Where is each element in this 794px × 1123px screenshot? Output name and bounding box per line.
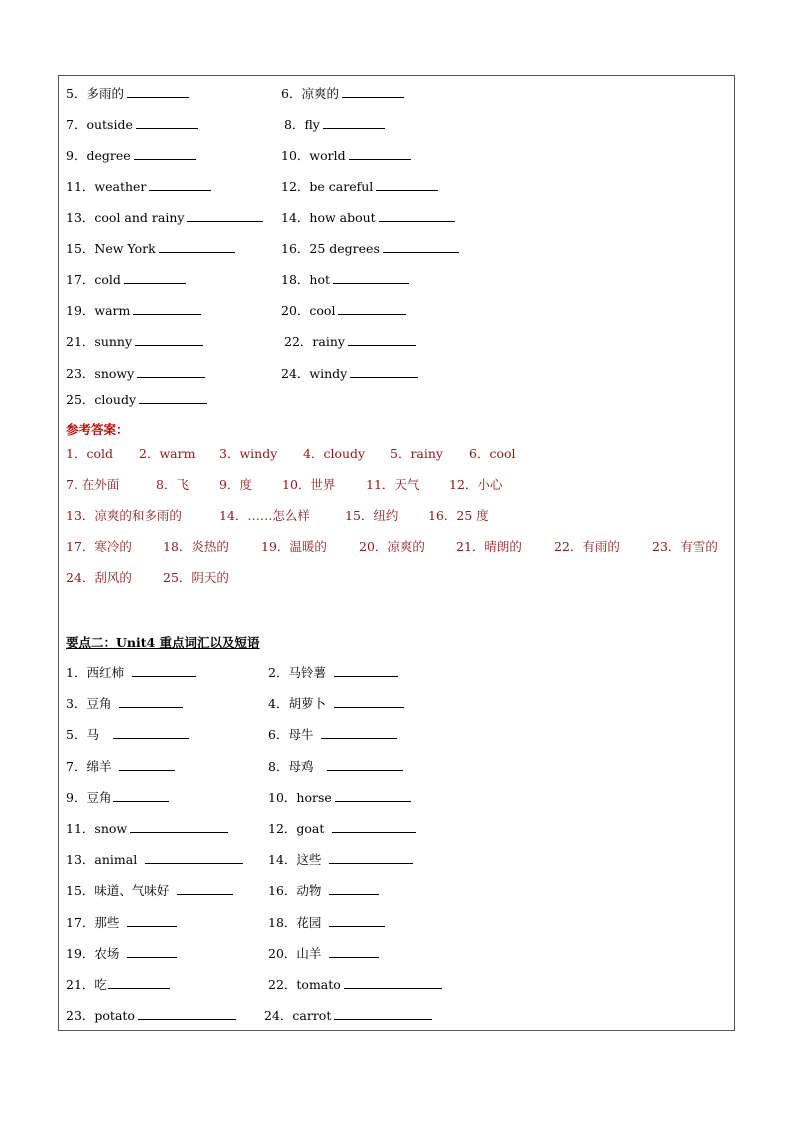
answer-blank[interactable] [187, 209, 263, 222]
item-label: 10．world [281, 148, 346, 163]
answer-24: 24．刮风的 [66, 570, 132, 585]
answer-blank[interactable] [159, 240, 235, 253]
answer-blank[interactable] [108, 976, 170, 989]
answer-blank[interactable] [135, 333, 203, 346]
answer-blank[interactable] [329, 851, 413, 864]
item-label: 17．cold [66, 272, 121, 287]
answer-blank[interactable] [334, 695, 404, 708]
item-11 [66, 178, 211, 195]
answer-18: 18．炎热的 [163, 539, 229, 554]
s2-item-18 [268, 914, 385, 931]
item-label: 12．goat [268, 821, 325, 836]
s2-item-22 [268, 976, 442, 993]
item-label: 18．花园 [268, 915, 322, 930]
item-label: 6．凉爽的 [281, 86, 339, 101]
item-14 [281, 209, 455, 226]
answer-6: 6．cool [469, 446, 516, 461]
answer-blank[interactable] [124, 271, 186, 284]
item-10 [281, 147, 411, 164]
item-label: 20．cool [281, 303, 336, 318]
item-label: 8．fly [284, 117, 320, 132]
s2-item-10 [268, 789, 411, 806]
item-6 [281, 85, 404, 102]
item-5 [66, 85, 189, 102]
item-label: 15．味道、气味好 [66, 883, 170, 898]
answer-16: 16．25 度 [428, 508, 489, 523]
answer-20: 20．凉爽的 [359, 539, 425, 554]
item-label: 21．sunny [66, 334, 133, 349]
item-label: 13．animal [66, 852, 138, 867]
answer-blank[interactable] [145, 851, 243, 864]
item-label: 7．绵羊 [66, 759, 112, 774]
answer-blank[interactable] [133, 302, 201, 315]
item-18 [281, 271, 409, 288]
item-8 [284, 116, 385, 133]
answer-22: 22．有雨的 [554, 539, 620, 554]
answer-4: 4．cloudy [303, 446, 366, 461]
answer-12: 12．小心 [449, 477, 503, 492]
answer-17: 17．寒冷的 [66, 539, 132, 554]
item-24 [281, 365, 418, 382]
item-label: 6．母牛 [268, 727, 314, 742]
answer-blank[interactable] [350, 365, 418, 378]
s2-item-1 [66, 664, 196, 681]
item-12 [281, 178, 438, 195]
s2-item-11 [66, 820, 228, 837]
item-label: 11．snow [66, 821, 128, 836]
s2-item-15 [66, 882, 233, 899]
s2-item-4 [268, 695, 404, 712]
answer-3: 3．windy [219, 446, 278, 461]
answer-19: 19．温暖的 [261, 539, 327, 554]
s2-item-9 [66, 789, 169, 806]
item-17 [66, 271, 186, 288]
answer-blank[interactable] [338, 302, 406, 315]
answer-blank[interactable] [138, 1007, 236, 1020]
answer-blank[interactable] [137, 365, 205, 378]
item-label: 9．degree [66, 148, 131, 163]
item-label: 7．outside [66, 117, 133, 132]
answer-14: 14．……怎么样 [219, 508, 310, 523]
item-label: 23．snowy [66, 366, 135, 381]
item-label: 24．windy [281, 366, 348, 381]
answer-blank[interactable] [113, 726, 189, 739]
item-label: 4．胡萝卜 [268, 696, 326, 711]
answer-blank[interactable] [327, 758, 403, 771]
answer-blank[interactable] [376, 178, 438, 191]
answer-blank[interactable] [134, 147, 196, 160]
answer-21: 21．晴朗的 [456, 539, 522, 554]
item-label: 14．how about [281, 210, 376, 225]
item-label: 22．rainy [284, 334, 345, 349]
answer-blank[interactable] [333, 271, 409, 284]
answers-heading: 参考答案： [66, 422, 129, 437]
s2-item-6 [268, 726, 397, 743]
item-13 [66, 209, 263, 226]
answer-blank[interactable] [119, 695, 183, 708]
item-label: 21．吃 [66, 977, 107, 992]
item-label: 16．25 degrees [281, 241, 380, 256]
item-20 [281, 302, 406, 319]
item-label: 19．农场 [66, 946, 120, 961]
answer-blank[interactable] [342, 85, 404, 98]
answer-blank[interactable] [321, 726, 397, 739]
item-label: 12．be careful [281, 179, 374, 194]
answer-blank[interactable] [334, 664, 398, 677]
item-label: 24．carrot [264, 1008, 332, 1023]
answer-blank[interactable] [329, 945, 379, 958]
item-label: 8．母鸡 [268, 759, 314, 774]
item-19 [66, 302, 201, 319]
item-label: 23．potato [66, 1008, 135, 1023]
s2-item-19 [66, 945, 177, 962]
item-label: 1．西红柿 [66, 665, 124, 680]
item-label: 19．warm [66, 303, 131, 318]
s2-item-8 [268, 758, 403, 775]
answer-blank[interactable] [177, 882, 233, 895]
s2-item-14 [268, 851, 413, 868]
answer-blank[interactable] [344, 976, 442, 989]
item-label: 11．weather [66, 179, 147, 194]
answer-15: 15．纽约 [345, 508, 399, 523]
s2-item-23 [66, 1007, 236, 1024]
item-15 [66, 240, 235, 257]
s2-item-5 [66, 726, 189, 743]
s2-item-21 [66, 976, 170, 993]
answer-25: 25．阴天的 [163, 570, 229, 585]
answer-blank[interactable] [383, 240, 459, 253]
answer-13: 13．凉爽的和多雨的 [66, 508, 182, 523]
item-label: 22．tomato [268, 977, 341, 992]
answer-blank[interactable] [323, 116, 385, 129]
s2-item-13 [66, 851, 243, 868]
item-label: 25．cloudy [66, 392, 137, 407]
answer-blank[interactable] [130, 820, 228, 833]
section2-heading: 要点二：Unit4 重点词汇以及短语 [66, 635, 260, 650]
item-16 [281, 240, 459, 257]
answer-blank[interactable] [127, 914, 177, 927]
answer-blank[interactable] [149, 178, 211, 191]
item-label: 9．豆角 [66, 790, 112, 805]
item-22 [284, 333, 416, 350]
item-label: 17．那些 [66, 915, 120, 930]
item-label: 5．多雨的 [66, 86, 124, 101]
answer-blank[interactable] [379, 209, 455, 222]
item-label: 3．豆角 [66, 696, 112, 711]
answer-blank[interactable] [127, 945, 177, 958]
answer-blank[interactable] [132, 664, 196, 677]
answer-9: 9．度 [219, 477, 252, 492]
item-label: 13．cool and rainy [66, 210, 185, 225]
answer-blank[interactable] [127, 85, 189, 98]
s2-item-16 [268, 882, 379, 899]
item-label: 15．New York [66, 241, 156, 256]
s2-item-24 [264, 1007, 432, 1024]
answer-blank[interactable] [113, 789, 169, 802]
s2-item-7 [66, 758, 175, 775]
answer-blank[interactable] [335, 789, 411, 802]
item-7 [66, 116, 198, 133]
s2-item-3 [66, 695, 183, 712]
item-25 [66, 391, 207, 408]
answer-1: 1．cold [66, 446, 113, 461]
s2-item-12 [268, 820, 416, 837]
answer-10: 10．世界 [282, 477, 336, 492]
item-label: 16．动物 [268, 883, 322, 898]
answer-23: 23．有雪的 [652, 539, 718, 554]
answer-blank[interactable] [329, 882, 379, 895]
s2-item-17 [66, 914, 177, 931]
answer-blank[interactable] [349, 147, 411, 160]
item-21 [66, 333, 203, 350]
answer-11: 11．天气 [366, 477, 420, 492]
answer-blank[interactable] [119, 758, 175, 771]
answer-8: 8．飞 [156, 477, 189, 492]
item-label: 5．马 [66, 727, 99, 742]
answer-blank[interactable] [348, 333, 416, 346]
answer-blank[interactable] [334, 1007, 432, 1020]
answer-blank[interactable] [329, 914, 385, 927]
item-label: 14．这些 [268, 852, 322, 867]
answer-blank[interactable] [139, 391, 207, 404]
answer-7: 7. 在外面 [66, 477, 120, 492]
item-label: 10．horse [268, 790, 332, 805]
answer-blank[interactable] [136, 116, 198, 129]
answer-5: 5．rainy [390, 446, 443, 461]
s2-item-20 [268, 945, 379, 962]
item-label: 2．马铃薯 [268, 665, 326, 680]
answer-blank[interactable] [332, 820, 416, 833]
s2-item-2 [268, 664, 398, 681]
item-label: 20．山羊 [268, 946, 322, 961]
item-label: 18．hot [281, 272, 331, 287]
item-23 [66, 365, 205, 382]
answer-2: 2．warm [139, 446, 196, 461]
item-9 [66, 147, 196, 164]
